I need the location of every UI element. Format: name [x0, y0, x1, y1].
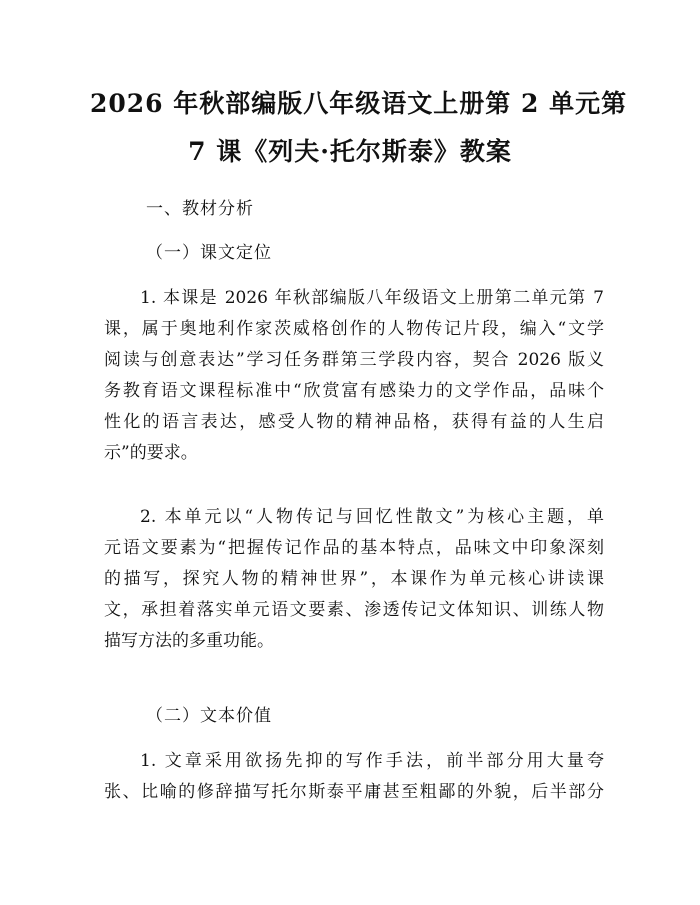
- paragraph-line: 示”的要求。: [104, 443, 198, 463]
- paragraph-line: 的描写，探究人物的精神世界”，本课作为单元核心讲读课: [104, 569, 604, 589]
- paragraph-line: 阅读与创意表达”学习任务群第三学段内容，契合 2026 版义: [104, 350, 604, 370]
- paragraph-line: 务教育语文课程标准中“欣赏富有感染力的文学作品，品味个: [104, 381, 604, 401]
- subsection-heading-text-positioning: （一）课文定位: [146, 243, 272, 263]
- paragraph-line: 性化的语言表达，感受人物的精神品格，获得有益的人生启: [104, 412, 604, 432]
- paragraph-line: 2. 本单元以“人物传记与回忆性散文”为核心主题，单: [140, 507, 604, 527]
- paragraph-3: [104, 746, 604, 808]
- paragraph-2: [104, 502, 604, 657]
- paragraph-line: 张、比喻的修辞描写托尔斯泰平庸甚至粗鄙的外貌，后半部分: [104, 782, 604, 802]
- paragraph-1: [104, 283, 604, 469]
- document-title-line-1: 2026 年秋部编版八年级语文上册第 2 单元第: [90, 89, 628, 118]
- paragraph-line: 1. 本课是 2026 年秋部编版八年级语文上册第二单元第 7: [140, 288, 604, 308]
- section-heading-teaching-analysis: 一、教材分析: [146, 199, 254, 219]
- paragraph-line: 描写方法的多重功能。: [104, 631, 274, 651]
- paragraph-line: 元语文要素为“把握传记作品的基本特点，品味文中印象深刻: [104, 538, 604, 558]
- subsection-heading-text-value: （二）文本价值: [146, 706, 272, 726]
- paragraph-line: 1. 文章采用欲扬先抑的写作手法，前半部分用大量夸: [140, 751, 604, 771]
- paragraph-line: 文，承担着落实单元语文要素、渗透传记文体知识、训练人物: [104, 600, 604, 620]
- document-title-line-2: 7 课《列夫·托尔斯泰》教案: [188, 137, 512, 166]
- paragraph-line: 课，属于奥地利作家茨威格创作的人物传记片段，编入“文学: [104, 319, 604, 339]
